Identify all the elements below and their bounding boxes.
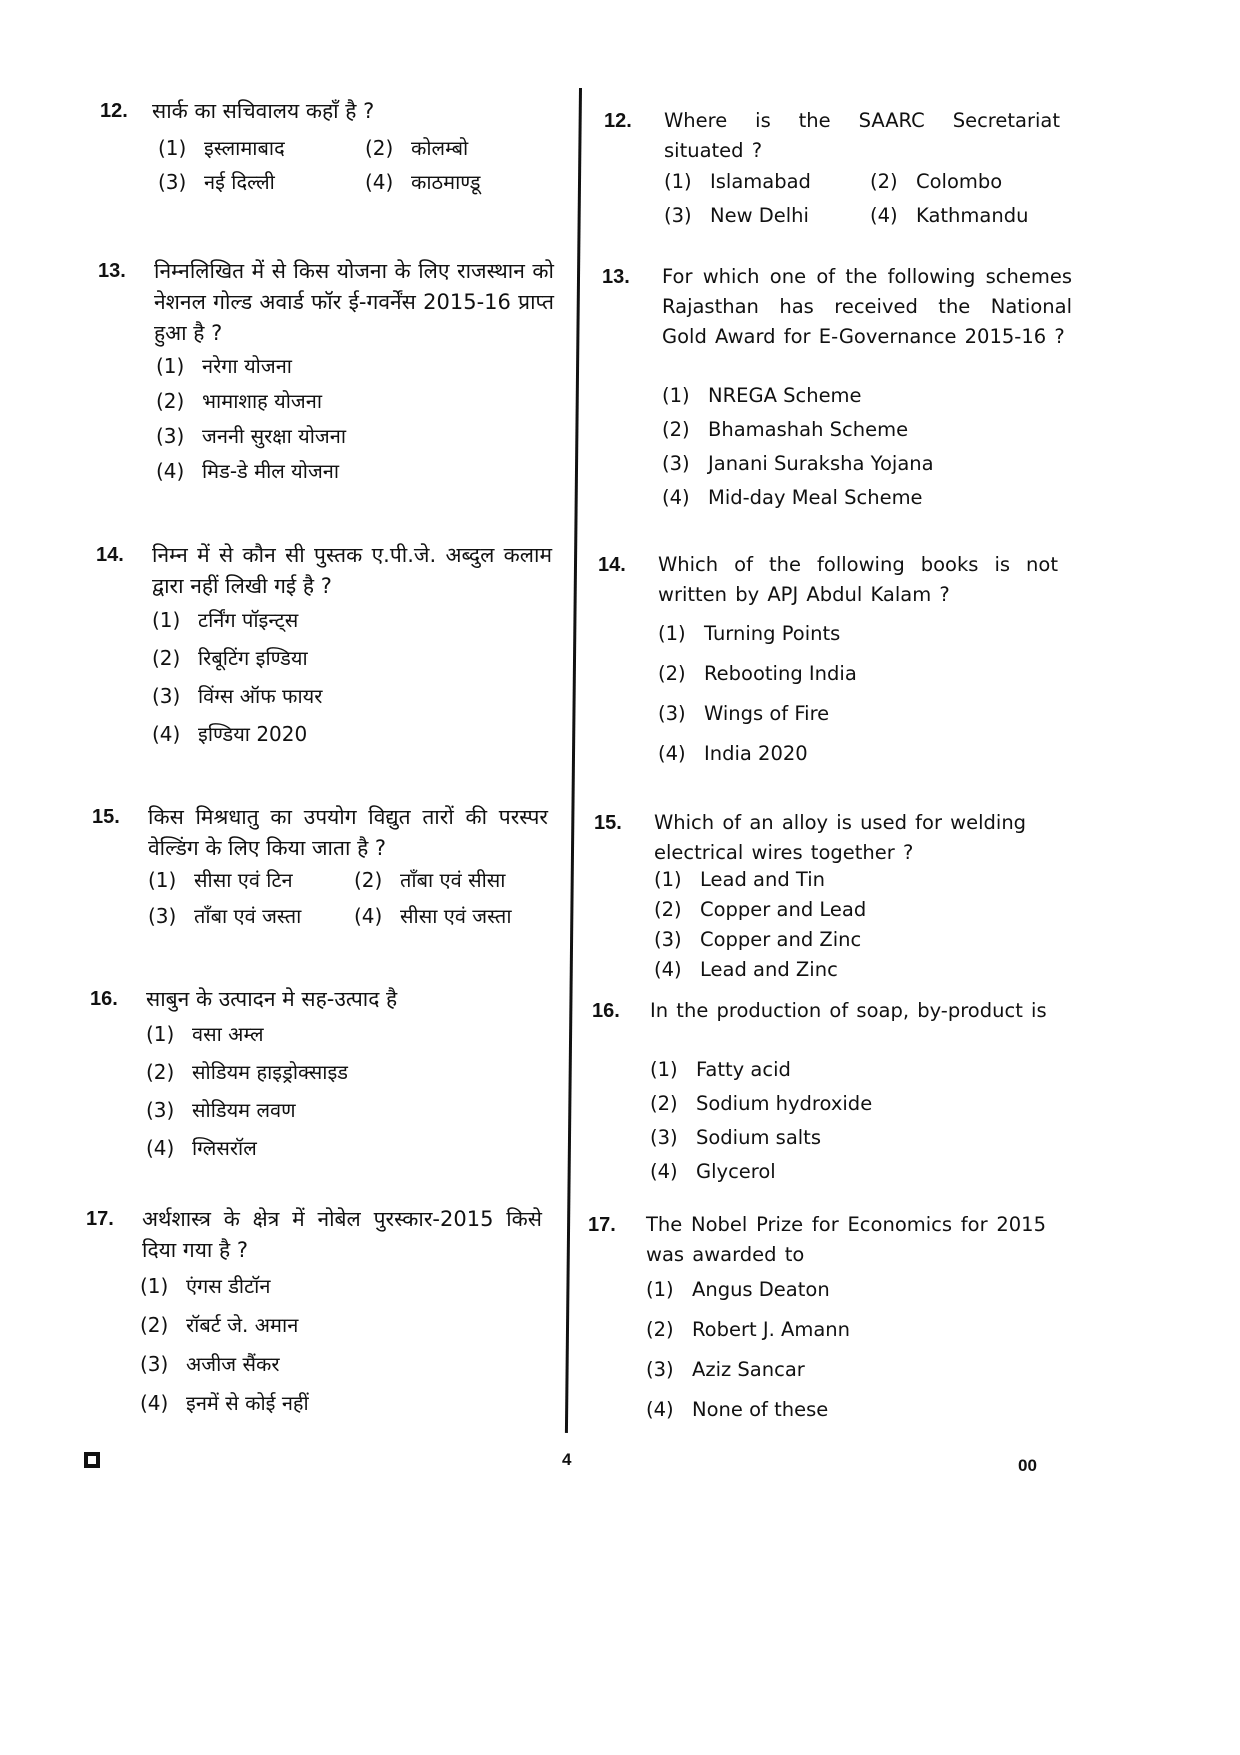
question-number: 14. — [96, 544, 124, 566]
question-number: 15. — [92, 806, 120, 828]
option-1: (1) Lead and Tin — [654, 868, 826, 891]
option-2: (2) रॉबर्ट जे. अमान — [140, 1313, 299, 1337]
option-1: (1) वसा अम्ल — [146, 1022, 264, 1046]
question-number: 16. — [90, 988, 118, 1010]
square-marker-icon — [84, 1452, 100, 1468]
option-1: (1) Fatty acid — [650, 1058, 791, 1081]
option-1: (1) एंगस डीटॉन — [140, 1274, 271, 1298]
question-number: 13. — [602, 266, 630, 288]
option-3: (3) Aziz Sancar — [646, 1358, 805, 1381]
option-2: (2) Robert J. Amann — [646, 1318, 850, 1341]
question-text: Which of the following books is not written by APJ Abdul Kalam ? — [658, 553, 1058, 606]
option-1: (1) Islamabad — [664, 170, 811, 193]
option-4: (4) Mid-day Meal Scheme — [662, 486, 923, 509]
option-4: (4) India 2020 — [658, 742, 808, 765]
option-3: (3) सोडियम लवण — [146, 1098, 296, 1122]
option-4: (4) Lead and Zinc — [654, 958, 838, 981]
option-3: (3) विंग्स ऑफ फायर — [152, 684, 323, 708]
question-number: 14. — [598, 554, 626, 576]
question-text: Where is the SAARC Secretariat situated ? — [664, 109, 1060, 162]
option-2: (2) ताँबा एवं सीसा — [354, 868, 506, 892]
option-3: (3) जननी सुरक्षा योजना — [156, 424, 347, 448]
option-2: (2) भामाशाह योजना — [156, 389, 323, 413]
question-text: अर्थशास्त्र के क्षेत्र में नोबेल पुरस्कार-2015 किसे दिया गया है ? — [142, 1207, 542, 1262]
option-4: (4) काठमाण्डू — [365, 170, 481, 194]
question-text: निम्न में से कौन सी पुस्तक ए.पी.जे. अब्दुल कलाम द्वारा नहीं लिखी गई है ? — [152, 543, 552, 598]
question-text: निम्नलिखित में से किस योजना के लिए राजस्थान को नेशनल गोल्ड अवार्ड फॉर ई-गवर्नेंस 2015-16 प्राप्त हुआ है ? — [154, 259, 554, 345]
question-number: 12. — [100, 100, 128, 122]
option-4: (4) None of these — [646, 1398, 829, 1421]
option-3: (3) Wings of Fire — [658, 702, 830, 725]
question-number: 13. — [98, 260, 126, 282]
question-text: किस मिश्रधातु का उपयोग विद्युत तारों की परस्पर वेल्डिंग के लिए किया जाता है ? — [148, 805, 548, 860]
column-divider — [565, 88, 582, 1433]
option-2: (2) रिबूटिंग इण्डिया — [152, 646, 308, 670]
option-4: (4) सीसा एवं जस्ता — [354, 904, 512, 928]
question-text: For which one of the following schemes Rajasthan has received the National Gold Award for E-Governance 2015-16 ? — [662, 265, 1072, 348]
option-3: (3) नई दिल्ली — [158, 170, 275, 194]
option-4: (4) इनमें से कोई नहीं — [140, 1391, 309, 1415]
question-text: Which of an alloy is used for welding electrical wires together ? — [654, 811, 1027, 864]
option-3: (3) Janani Suraksha Yojana — [662, 452, 934, 475]
option-1: (1) NREGA Scheme — [662, 384, 862, 407]
question-text: The Nobel Prize for Economics for 2015 was awarded to — [646, 1213, 1046, 1266]
question-number: 12. — [604, 110, 632, 132]
option-2: (2) सोडियम हाइड्रोक्साइड — [146, 1060, 348, 1084]
option-1: (1) नरेगा योजना — [156, 354, 292, 378]
option-3: (3) Copper and Zinc — [654, 928, 862, 951]
option-3: (3) अजीज सैंकर — [140, 1352, 280, 1376]
option-2: (2) Rebooting India — [658, 662, 857, 685]
page-number: 4 — [562, 1450, 572, 1469]
option-2: (2) Bhamashah Scheme — [662, 418, 909, 441]
question-number: 17. — [86, 1208, 114, 1230]
option-1: (1) Angus Deaton — [646, 1278, 830, 1301]
option-3: (3) Sodium salts — [650, 1126, 821, 1149]
option-3: (3) ताँबा एवं जस्ता — [148, 904, 302, 928]
question-text: साबुन के उत्पादन मे सह-उत्पाद है — [146, 987, 398, 1011]
question-number: 15. — [594, 812, 622, 834]
option-4: (4) Glycerol — [650, 1160, 776, 1183]
option-2: (2) कोलम्बो — [365, 136, 469, 160]
option-1: (1) टर्निंग पॉइन्ट्स — [152, 608, 299, 632]
option-2: (2) Sodium hydroxide — [650, 1092, 873, 1115]
question-text: In the production of soap, by-product is — [650, 999, 1047, 1022]
option-4: (4) Kathmandu — [870, 204, 1029, 227]
booklet-code: 00 — [1018, 1456, 1037, 1475]
question-number: 17. — [588, 1214, 616, 1236]
option-1: (1) इस्लामाबाद — [158, 136, 285, 160]
option-1: (1) Turning Points — [658, 622, 841, 645]
option-4: (4) ग्लिसरॉल — [146, 1136, 257, 1160]
option-2: (2) Colombo — [870, 170, 1003, 193]
question-text: सार्क का सचिवालय कहाँ है ? — [152, 99, 375, 123]
question-number: 16. — [592, 1000, 620, 1022]
option-3: (3) New Delhi — [664, 204, 809, 227]
option-2: (2) Copper and Lead — [654, 898, 867, 921]
option-1: (1) सीसा एवं टिन — [148, 868, 293, 892]
option-4: (4) मिड-डे मील योजना — [156, 459, 340, 483]
option-4: (4) इण्डिया 2020 — [152, 722, 308, 746]
